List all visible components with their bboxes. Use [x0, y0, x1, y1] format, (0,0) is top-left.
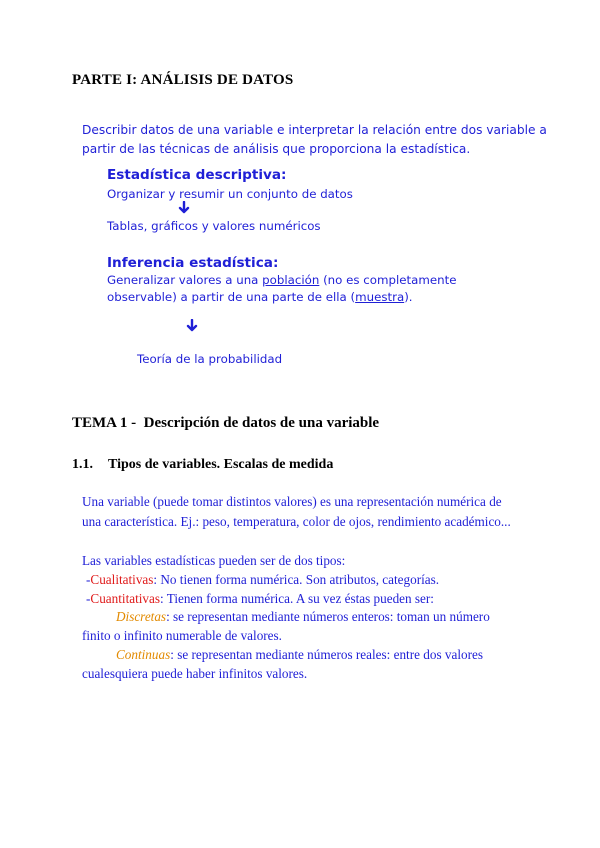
inferencia-title: Inferencia estadística: — [107, 255, 279, 271]
intro-paragraph — [82, 121, 547, 159]
inferencia-line-1: Generalizar valores a una población (no es completamente — [107, 273, 457, 287]
intro-line-2: partir de las técnicas de análisis que proporciona la estadística. — [82, 142, 471, 156]
cuantitativas-item: -Cuantitativas: Tienen forma numérica. A su vez éstas pueden ser: — [86, 591, 434, 606]
intro-line-1: Describir datos de una variable e interpretar la relación entre dos variable a — [82, 123, 547, 137]
continuas-item: Continuas: se representan mediante números reales: entre dos valores — [116, 647, 483, 662]
discretas-item: Discretas: se representan mediante números enteros: toman un número — [116, 609, 490, 624]
poblacion-term: población — [262, 273, 320, 287]
definition-line-2: una característica. Ej.: peso, temperatura, color de ojos, rendimiento académico... — [82, 514, 511, 529]
discretas-line-2: finito o infinito numerable de valores. — [82, 628, 282, 643]
descriptiva-result: Tablas, gráficos y valores numéricos — [107, 219, 321, 233]
section-heading: 1.1. Tipos de variables. Escalas de medida — [72, 457, 334, 472]
down-arrow-icon — [178, 201, 190, 219]
inferencia-result: Teoría de la probabilidad — [137, 352, 283, 366]
down-arrow-icon — [186, 319, 198, 337]
tema-heading: TEMA 1 - Descripción de datos de una variable — [72, 415, 380, 431]
continuas-line-2: cualesquiera puede haber infinitos valores. — [82, 666, 308, 681]
descriptiva-title: Estadística descriptiva: — [107, 167, 287, 183]
part-heading: PARTE I: ANÁLISIS DE DATOS — [72, 72, 294, 88]
inferencia-line-2: observable) a partir de una parte de ella (muestra). — [107, 290, 413, 304]
definition-line-1: Una variable (puede tomar distintos valores) es una representación numérica de — [82, 494, 502, 509]
types-intro: Las variables estadísticas pueden ser de dos tipos: — [82, 553, 346, 568]
muestra-term: muestra — [355, 290, 405, 304]
cualitativas-item: -Cualitativas: No tienen forma numérica. Son atributos, categorías. — [86, 572, 440, 587]
descriptiva-line: Organizar y resumir un conjunto de datos — [107, 187, 353, 201]
